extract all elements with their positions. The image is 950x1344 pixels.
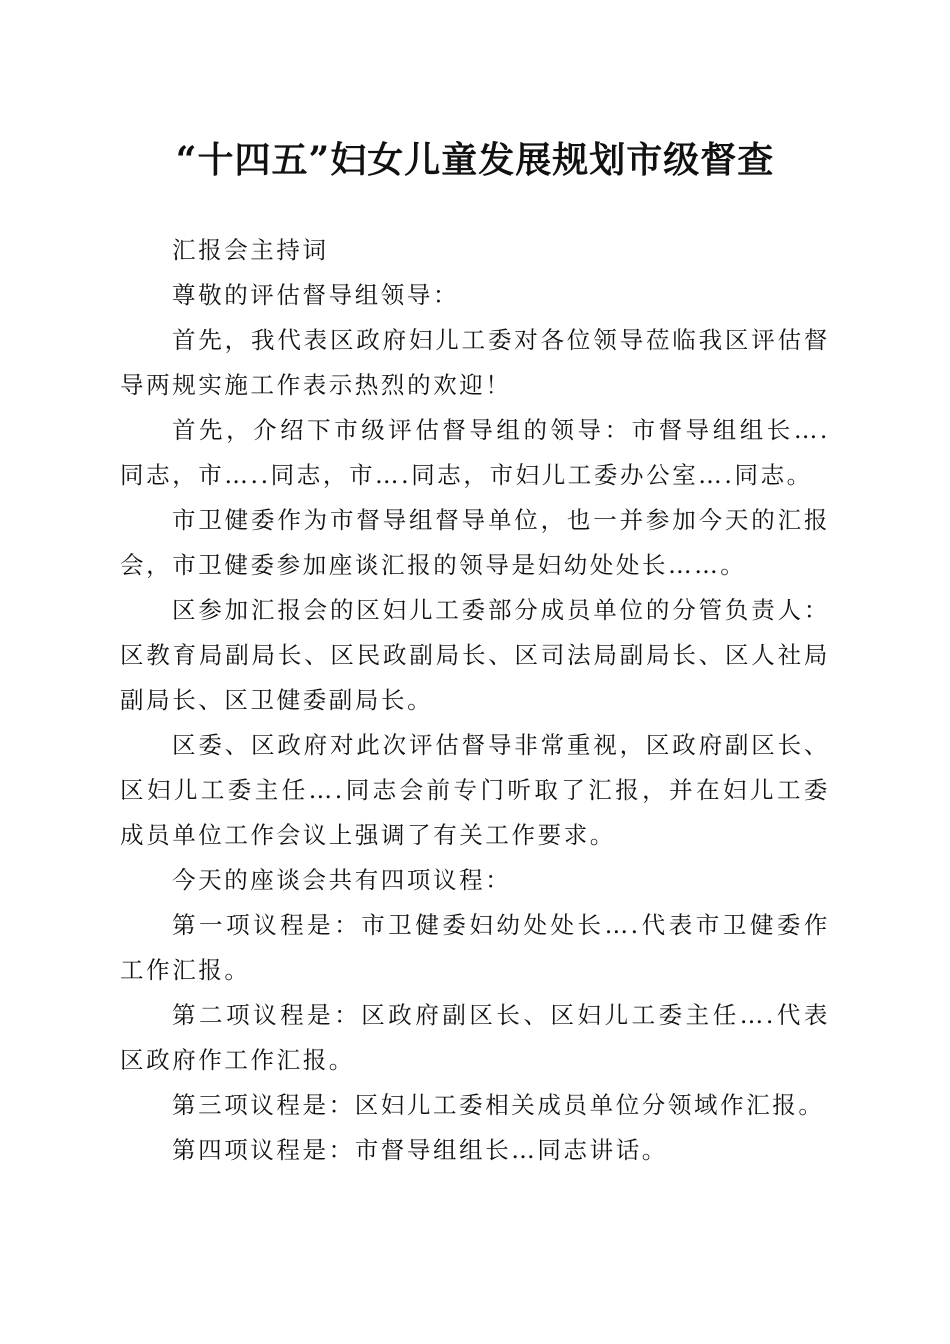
paragraph-introduce-leaders: 首先，介绍下市级评估督导组的领导：市督导组组长….同志，市…..同志，市….同志，市妇儿工委办公室….同志。 (120, 416, 830, 489)
paragraph-heading: 汇报会主持词 (172, 236, 329, 264)
paragraph-welcome: 首先，我代表区政府妇儿工委对各位领导莅临我区评估督导两规实施工作表示热烈的欢迎！ (120, 326, 830, 399)
paragraph-district-members: 区参加汇报会的区妇儿工委部分成员单位的分管负责人：区教育局副局长、区民政副局长、区司法局副局长、区人社局副局长、区卫健委副局长。 (120, 596, 830, 714)
paragraph-agenda-item-3: 第三项议程是：区妇儿工委相关成员单位分领域作汇报。 (172, 1091, 825, 1119)
paragraph-district-attention: 区委、区政府对此次评估督导非常重视，区政府副区长、区妇儿工委主任….同志会前专门听取了汇报，并在妇儿工委成员单位工作会议上强调了有关工作要求。 (120, 731, 830, 849)
paragraph-health-commission: 市卫健委作为市督导组督导单位，也一并参加今天的汇报会，市卫健委参加座谈汇报的领导是妇幼处处长……。 (120, 506, 830, 579)
paragraph-agenda-item-4: 第四项议程是：市督导组组长…同志讲话。 (172, 1136, 668, 1164)
paragraph-salutation: 尊敬的评估督导组领导： (172, 281, 460, 309)
document-body (120, 228, 830, 1173)
paragraph-agenda-intro: 今天的座谈会共有四项议程： (172, 866, 512, 894)
paragraph-agenda-item-2: 第二项议程是：区政府副区长、区妇儿工委主任….代表区政府作工作汇报。 (120, 1001, 830, 1074)
paragraph-agenda-item-1: 第一项议程是：市卫健委妇幼处处长….代表市卫健委作工作汇报。 (120, 911, 830, 984)
document-title: “十四五”妇女儿童发展规划市级督查 (175, 139, 775, 181)
